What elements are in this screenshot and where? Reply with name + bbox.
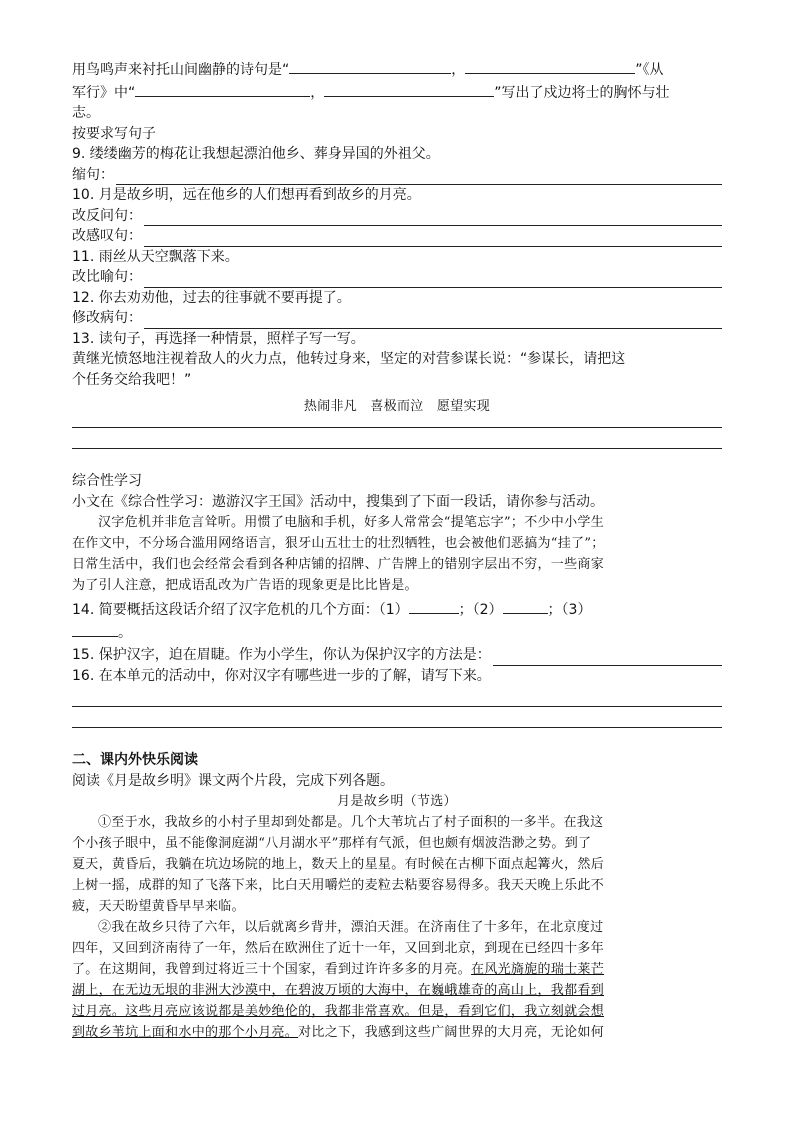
q8-comma: ， [451,62,466,78]
reading-heading: 二、课内外快乐阅读 [72,752,198,768]
reading-para2-line-4: 湖上，在无边无垠的非洲大沙漠中，在碧波万顷的大海中，在巍峨雄奇的高山上，我都看到 [72,983,605,998]
reading-para2-line-2: 四年，又回到济南待了一年，然后在欧洲住了近十一年，又回到北京，到现在已经四十多年 [72,941,605,956]
q10-label-2: 改感叹句： [72,228,142,244]
q14-sep-2: ；（2） [458,602,503,618]
q14-end: 。 [118,624,132,641]
q12-label: 修改病句： [72,310,142,326]
q15-row [72,645,722,666]
q14-blank-2[interactable] [503,598,548,614]
q10-label-1: 改反问句： [72,207,142,224]
reading-para2-text: 了。在这期间，我曾到过将近三十个国家，看到过许许多多的月亮。 [72,962,472,977]
q8-comma-2: ， [310,84,325,101]
reading-intro: 阅读《月是故乡明》课文两个片段，完成下列各题。 [72,772,394,789]
q9-label: 缩句： [72,166,114,183]
reading-para1-line-5: 疲，天天盼望黄昏早早来临。 [72,899,245,914]
q8-line-3: 志。 [72,105,100,121]
q8-prompt-text: 用鸟鸣声来衬托山间幽静的诗句是“ [72,62,290,78]
comprehensive-heading: 综合性学习 [72,473,142,489]
underlined-sentence-end: 到故乡苇坑上面和水中的那个小月亮。 [72,1025,299,1040]
reading-para1-line-1: ①至于水，我故乡的小村子里却到处都是。几个大苇坑占了村子面积的一多半。在我这 [98,815,604,830]
reading-para2-line-1: ②我在故乡只待了六年，以后就离乡背井，漂泊天涯。在济南住了十多年，在北京度过 [98,920,604,935]
q16-answer-line-2[interactable] [72,707,722,728]
comprehensive-passage-line-4: 为了引人注意，把成语乱改为广告语的现象更是比比皆是。 [72,578,418,593]
q11-question: 11. 雨丝从天空飘落下来。 [72,248,239,265]
reading-para1-line-4: 上树一摇，成群的知了飞落下来，比白天用嚼烂的麦粒去粘要容易得多。我天天晚上乐此不 [72,878,605,893]
q15-answer-line[interactable] [493,649,722,666]
q10-answer-row-2 [72,226,722,247]
q8-prompt-text-2: ”《从 [635,62,664,78]
q12-answer-line[interactable] [144,312,722,329]
q8-blank-4[interactable] [324,81,494,97]
q12-answer-row [72,308,722,329]
q8-blank-3[interactable] [135,81,310,97]
q13-example-line-1: 黄继光愤怒地注视着敌人的火力点，他转过身来，坚定的对营参谋长说：“参谋长，请把这 [72,351,626,367]
q9-answer-line[interactable] [116,168,722,185]
q11-answer-line[interactable] [144,271,722,288]
q10-answer-line-2[interactable] [144,230,722,247]
comprehensive-passage-line-3: 日常生活中，我们也会经常会看到各种店铺的招牌、广告牌上的错别字层出不穷，一些商家 [72,557,605,572]
section-heading-rewrite: 按要求写句子 [72,125,156,142]
reading-para2-line-6 [72,1022,722,1043]
q14-line-2 [72,621,722,644]
reading-para2-line-5: 过月亮。这些月亮应该说都是美妙绝伦的，我都非常喜欢。但是，看到它们，我立刻就会想 [72,1004,605,1019]
q9-answer-row [72,165,722,186]
q11-answer-row [72,267,722,288]
underlined-sentence-start: 在风光旖旎的瑞士莱芒 [471,962,605,977]
q10-answer-row-1 [72,206,722,227]
reading-title: 月是故乡明（节选） [337,794,457,809]
q14-question: 14. 简要概括这段话介绍了汉字危机的几个方面：（1） [72,602,409,618]
q15-question: 15. 保护汉字，迫在眉睫。作为小学生，你认为保护汉字的方法是： [72,647,491,663]
q16-question: 16. 在本单元的活动中，你对汉字有哪些进一步的了解，请写下来。 [72,667,491,684]
q13-answer-line-1[interactable] [72,417,722,428]
q10-answer-line-1[interactable] [144,209,722,226]
q14-sep-3: ；（3） [547,602,592,618]
q13-answer-line-2[interactable] [72,428,722,449]
q14-blank-1[interactable] [409,598,459,614]
q12-question: 12. 你去劝劝他，过去的往事就不要再提了。 [72,289,351,306]
q8-blank-2[interactable] [465,58,635,74]
reading-para2-text-end: 对比之下，我感到这些广阔世界的大月亮，无论如何 [298,1025,605,1040]
q8-line-2 [72,81,722,104]
q13-example-line-2: 个任务交给我吧！” [72,371,192,388]
worksheet-page [72,58,722,1043]
q16-answer-line-1[interactable] [72,686,722,707]
comprehensive-passage-line-2: 在作文中，不分场合滥用网络语言，狠牙山五壮士的壮烈牺牲，也会被他们恶搞为“挂了”； [72,536,605,551]
comprehensive-intro: 小文在《综合性学习：遨游汉字王国》活动中，搜集到了下面一段话，请你参与活动。 [72,493,604,510]
q8-prompt-text-4: ”写出了戍边将士的胸怀与壮 [494,84,670,101]
q8-blank-1[interactable] [289,58,451,74]
q11-label: 改比喻句： [72,269,142,285]
q13-question: 13. 读句子，再选择一种情景，照样子写一写。 [72,330,365,347]
q8-prompt-text-3: 军行》中“ [72,84,136,101]
q10-question: 10. 月是故乡明，远在他乡的人们想再看到故乡的月亮。 [72,187,421,203]
q8-line-1 [72,58,722,81]
q13-options: 热闹非凡 喜极而泣 愿望实现 [303,399,491,414]
comprehensive-passage-line-1: 汉字危机并非危言耸听。用惯了电脑和手机，好多人常常会“提笔忘字”；不少中小学生 [98,515,604,530]
q9-question: 9. 缕缕幽芳的梅花让我想起漂泊他乡、葬身异国的外祖父。 [72,146,440,162]
reading-para2-line-3 [72,959,722,980]
reading-para1-line-2: 个小孩子眼中，虽不能像洞庭湖“八月湖水平”那样有气派，但也颇有烟波浩渺之势。到了 [72,836,592,851]
q14-blank-3[interactable] [72,621,118,637]
q14-line-1 [72,598,722,621]
reading-para1-line-3: 夏天，黄昏后，我躺在坑边场院的地上，数天上的星星。有时候在古柳下面点起篝火，然后 [72,857,605,872]
